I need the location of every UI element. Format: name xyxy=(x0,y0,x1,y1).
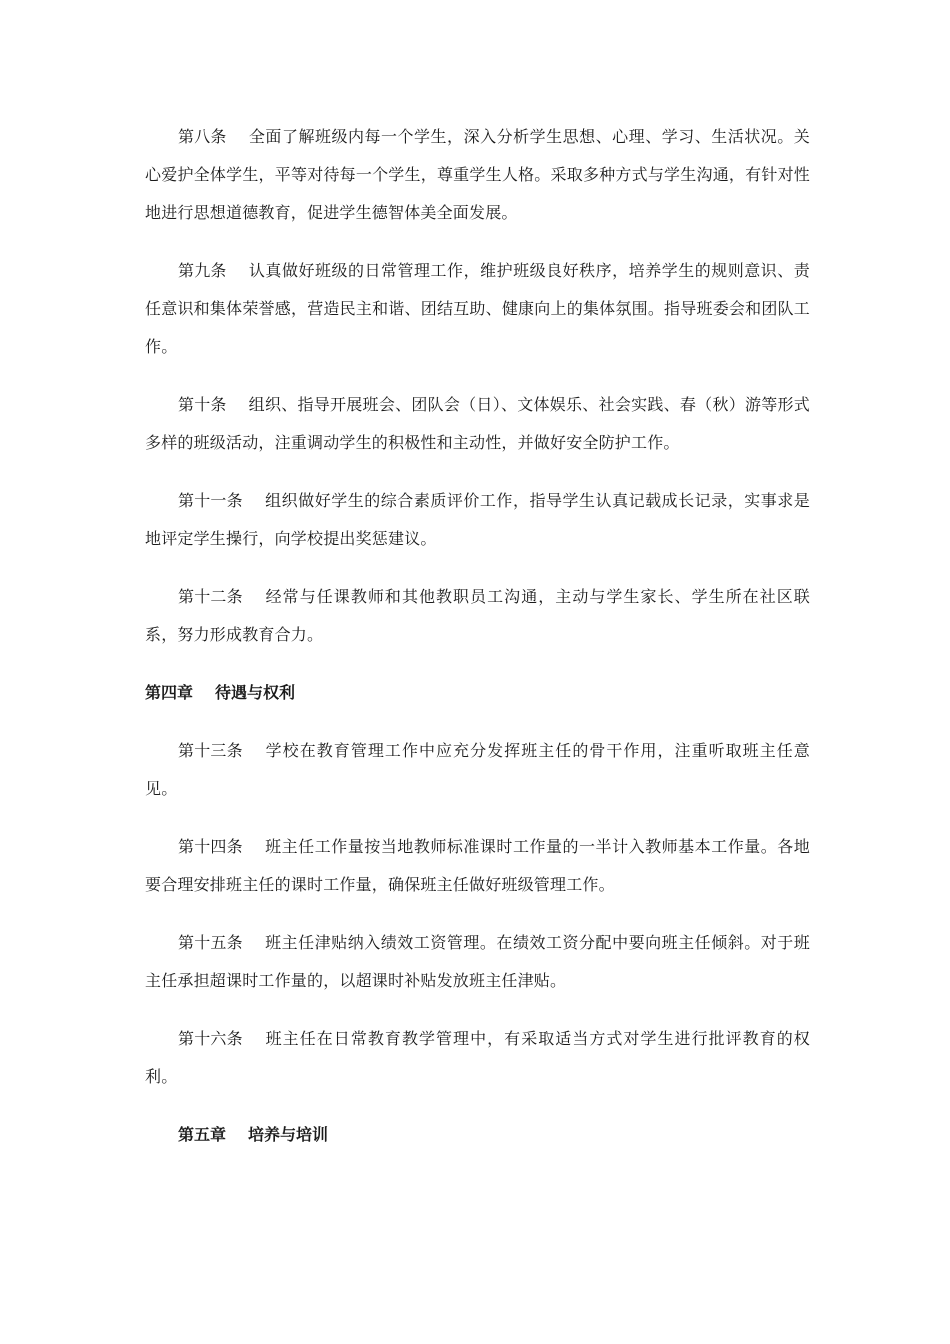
article-number: 第八条 xyxy=(178,127,227,146)
article-9 xyxy=(145,252,810,366)
article-13 xyxy=(145,732,810,808)
article-number: 第十六条 xyxy=(178,1029,243,1048)
chapter-title: 培养与培训 xyxy=(248,1125,329,1144)
article-text: 组织做好学生的综合素质评价工作，指导学生认真记载成长记录，实事求是地评定学生操行，向学校提出奖惩建议。 xyxy=(145,491,810,548)
chapter-5-heading xyxy=(145,1116,810,1154)
article-number: 第十四条 xyxy=(178,837,243,856)
article-number: 第十一条 xyxy=(178,491,243,510)
article-15 xyxy=(145,924,810,1000)
chapter-4-heading xyxy=(145,674,810,712)
article-number: 第九条 xyxy=(178,261,227,280)
article-16 xyxy=(145,1020,810,1096)
article-text: 认真做好班级的日常管理工作，维护班级良好秩序，培养学生的规则意识、责任意识和集体荣誉感，营造民主和谐、团结互助、健康向上的集体氛围。指导班委会和团队工作。 xyxy=(145,261,810,356)
article-text: 班主任工作量按当地教师标准课时工作量的一半计入教师基本工作量。各地要合理安排班主任的课时工作量，确保班主任做好班级管理工作。 xyxy=(145,837,810,894)
article-text: 班主任在日常教育教学管理中，有采取适当方式对学生进行批评教育的权利。 xyxy=(145,1029,810,1086)
chapter-title: 待遇与权利 xyxy=(215,683,296,702)
article-text: 经常与任课教师和其他教职员工沟通，主动与学生家长、学生所在社区联系，努力形成教育合力。 xyxy=(145,587,810,644)
chapter-number: 第五章 xyxy=(178,1125,227,1144)
article-14 xyxy=(145,828,810,904)
article-8 xyxy=(145,118,810,232)
chapter-number: 第四章 xyxy=(145,683,194,702)
article-text: 组织、指导开展班会、团队会（日）、文体娱乐、社会实践、春（秋）游等形式多样的班级活动，注重调动学生的积极性和主动性，并做好安全防护工作。 xyxy=(145,395,810,452)
article-text: 全面了解班级内每一个学生，深入分析学生思想、心理、学习、生活状况。关心爱护全体学生，平等对待每一个学生，尊重学生人格。采取多种方式与学生沟通，有针对性地进行思想道德教育，促进学生德智体美全面发展。 xyxy=(145,127,810,222)
article-text: 班主任津贴纳入绩效工资管理。在绩效工资分配中要向班主任倾斜。对于班主任承担超课时工作量的，以超课时补贴发放班主任津贴。 xyxy=(145,933,810,990)
article-number: 第十三条 xyxy=(178,741,243,760)
article-10 xyxy=(145,386,810,462)
document-body xyxy=(145,118,810,1174)
article-text: 学校在教育管理工作中应充分发挥班主任的骨干作用，注重听取班主任意见。 xyxy=(145,741,810,798)
article-12 xyxy=(145,578,810,654)
article-11 xyxy=(145,482,810,558)
article-number: 第十五条 xyxy=(178,933,243,952)
article-number: 第十二条 xyxy=(178,587,243,606)
article-number: 第十条 xyxy=(178,395,227,414)
